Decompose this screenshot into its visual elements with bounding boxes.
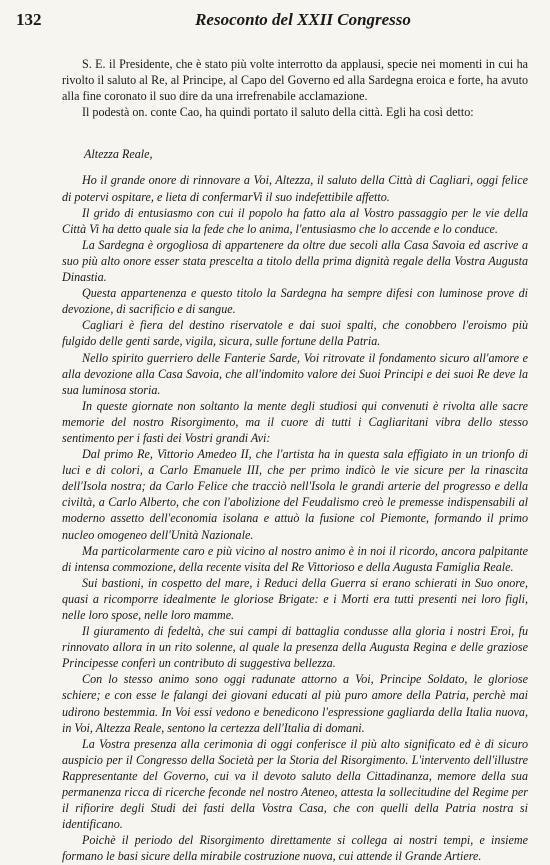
page-header <box>16 10 530 32</box>
speech-paragraph: Ho il grande onore di rinnovare a Voi, Altezza, il saluto della Città di Cagliari, oggi felice di potervi ospitare, e lieta di confermarVi il suo indefettibile affetto. <box>62 173 528 204</box>
page-number: 132 <box>16 10 42 29</box>
speech-paragraph: Questa appartenenza e questo titolo la Sardegna ha sempre difesi con luminose prove di devozione, di sacrificio e di sangue. <box>62 286 528 317</box>
speech-paragraph: Nello spirito guerriero delle Fanterie Sarde, Voi ritrovate il fondamento sicuro all'amore e alla devozione alla Casa Savoia, che all'indomito valore dei Suoi Principi e dei suoi Re deve la sua luminosa storia. <box>62 350 528 397</box>
speech-paragraph: Il giuramento di fedeltà, che sui campi di battaglia condusse alla gloria i nostri Eroi, fu rinnovato allora in un rito solenne, al quale la presenza della Augusta Regina e delle graziose Principesse conferì un contributo di suggestiva bellezza. <box>62 624 528 671</box>
speech-paragraph: In queste giornate non soltanto la mente degli studiosi qui convenuti è rivolta alle sacre memorie del nostro Risorgimento, ma il cuore di tutti i Cagliaritani vibra dello stesso sentimento per i fasti dei Vostri grandi Avi: <box>62 398 528 445</box>
speech-paragraph: Sui bastioni, in cospetto del mare, i Reduci della Guerra si erano schierati in Suo onore, quasi a ricomporre idealmente le gloriose Brigate: e i Morti era tutti presenti nei loro figli, nelle loro spose, nelle loro mamme. <box>62 575 528 622</box>
speech-paragraph: Ma particolarmente caro e più vicino al nostro animo è in noi il ricordo, ancora palpitante di intensa commozione, della recente visita del Re Vittorioso e della Augusta Famiglia Reale. <box>62 543 528 574</box>
salutation: Altezza Reale, <box>84 147 153 162</box>
speech-paragraph: La Sardegna è orgogliosa di appartenere da oltre due secoli alla Casa Savoia ed ascrive a suo più alto onore esser stata prescelta a titolo della prima dignità regale della Vostra Augusta Dinastia. <box>62 237 528 285</box>
speech-paragraph: Con lo stesso animo sono oggi radunate attorno a Voi, Principe Soldato, le gloriose schiere; e con esse le falangi dei giovani educati al più puro amore della Patria, perchè mai udirono bestemmia. In Voi essi vedono e benedicono l'espressione gagliarda della Italia nuova, in Voi, Altezza Reale, sentono la certezza dell'Italia di domani. <box>62 672 528 735</box>
speech-paragraph: La Vostra presenza alla cerimonia di oggi conferisce il più alto significato ed è di sicuro auspicio per il Congresso della Società per la Storia del Risorgimento. L'intervento dell'illustre Rappresentante del Governo, cui va il devoto saluto della Cittadinanza, memore della sua permanenza ricca di ricerche feconde nel nostro Ateneo, attesta la sollecitudine del Regime per il rifiorire degli Studi dei fasti della Vostra Casa, che con quelli della Patria nostra si identificano. <box>62 736 528 832</box>
speech-paragraph: Cagliari è fiera del destino riservatole e dai suoi spalti, che conobbero l'eroismo più fulgido delle genti sarde, vigila, sicura, sulle fortune della Patria. <box>62 318 528 349</box>
page-body <box>62 56 528 865</box>
speech-paragraph: Poichè il periodo del Risorgimento direttamente si collega ai nostri tempi, e insieme formano le basi sicure della mirabile costruzione nuova, cui attende il Grande Artiere. <box>62 833 528 864</box>
intro-paragraph: Il podestà on. conte Cao, ha quindi portato il saluto della città. Egli ha così detto: <box>82 105 474 120</box>
running-head: Resoconto del XXII Congresso <box>195 10 411 29</box>
intro-paragraph: S. E. il Presidente, che è stato più volte interrotto da applausi, specie nei momenti in cui ha rivolto il saluto al Re, al Principe, al Capo del Governo ed alla Sardegna eroica e forte, ha avuto alla fine coronato il suo dire da una irrefrenabile acclamazione. <box>62 57 528 104</box>
speech <box>62 172 528 864</box>
speech-paragraph: Il grido di entusiasmo con cui il popolo ha fatto ala al Vostro passaggio per le vie della Città Vi ha detto quale sia la fede che lo anima, l'entusiasmo che lo accende e lo conduce. <box>62 205 528 236</box>
speech-paragraph: Dal primo Re, Vittorio Amedeo II, che l'artista ha in questa sala effigiato in un trionfo di luci e di colori, a Carlo Emanuele III, che per primo indicò le vie sicure per la rinascita dell'Isola nostra; da Carlo Felice che tracciò nell'Isola le grandi arterie del progresso e della civiltà, a Carlo Alberto, che con l'abolizione del Feudalismo creò le premesse indispensabili al moderno assetto dell'economia isolana e attuò la fusione col Piemonte, formando il primo nucleo omogeneo dell'Unità Nazionale. <box>62 447 528 542</box>
